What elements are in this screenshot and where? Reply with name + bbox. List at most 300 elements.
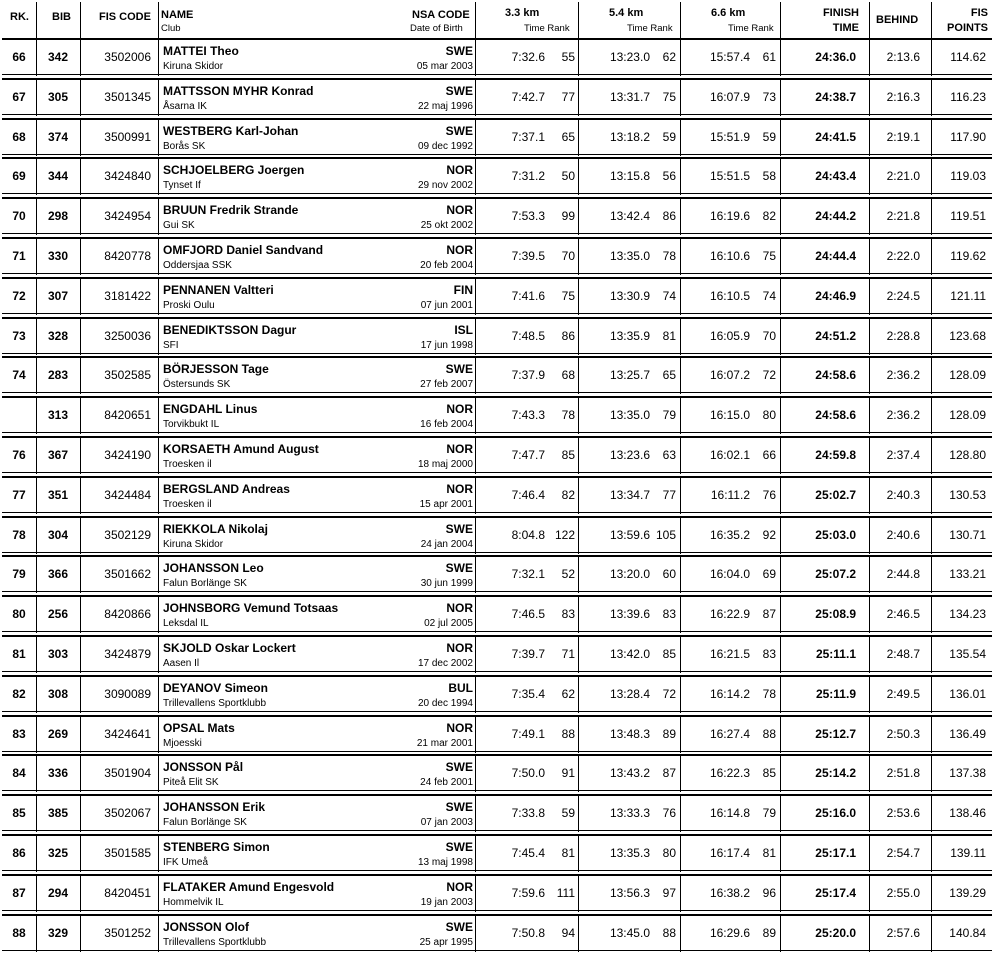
cell-finish-time: 24:43.4 <box>815 169 856 184</box>
cell-split2-time: 13:45.0 <box>609 925 650 940</box>
cell-fis-points: 136.49 <box>949 726 986 741</box>
cell-split2-time: 13:56.3 <box>609 885 650 900</box>
cell-rank: 73 <box>12 328 26 343</box>
table-row <box>2 476 992 513</box>
header-behind: BEHIND <box>876 14 919 26</box>
cell-split1-time: 7:49.1 <box>511 726 545 741</box>
athlete-dob: 13 maj 1998 <box>417 857 473 868</box>
cell-split3-rank: 79 <box>762 806 776 821</box>
athlete-club: Trillevallens Sportklubb <box>163 936 267 948</box>
cell-split1-time: 7:50.0 <box>511 766 545 781</box>
cell-finish-time: 25:14.2 <box>815 766 856 781</box>
cell-finish-time: 25:02.7 <box>815 487 856 502</box>
cell-split1-rank: 55 <box>561 50 575 64</box>
cell-fis-code: 3181422 <box>104 288 151 303</box>
cell-fis-code: 3424840 <box>104 169 151 184</box>
cell-split2-rank: 97 <box>662 885 676 900</box>
cell-split3-rank: 73 <box>762 89 776 104</box>
header-bib: BIB <box>52 11 71 23</box>
cell-split2-time: 13:15.8 <box>609 169 650 184</box>
cell-split2-time: 13:48.3 <box>609 726 650 741</box>
cell-fis-code: 3424879 <box>104 647 151 661</box>
cell-finish-time: 25:11.1 <box>815 647 856 661</box>
cell-split3-time: 16:14.2 <box>709 686 750 701</box>
cell-split1-rank: 78 <box>561 408 575 423</box>
table-row <box>2 715 992 752</box>
cell-bib: 344 <box>47 169 69 184</box>
table-row <box>2 834 992 871</box>
athlete-dob: 02 jul 2005 <box>424 618 473 630</box>
cell-split1-rank: 94 <box>561 925 575 940</box>
cell-rank: 72 <box>12 288 26 303</box>
athlete-nsa-code: ISL <box>454 322 473 337</box>
cell-finish-time: 25:20.0 <box>815 925 856 940</box>
table-row <box>2 436 992 473</box>
cell-rank: 70 <box>12 209 26 224</box>
cell-split2-time: 13:59.6 <box>609 527 650 542</box>
athlete-club: Falun Borlänge SK <box>163 578 247 590</box>
athlete-club: Tynset If <box>163 180 201 192</box>
cell-split3-rank: 69 <box>762 567 776 582</box>
cell-bib: 305 <box>47 89 69 104</box>
cell-split1-rank: 85 <box>561 448 575 462</box>
cell-split1-time: 7:46.5 <box>511 607 545 622</box>
cell-split1-rank: 111 <box>556 885 575 900</box>
cell-fis-code: 3502006 <box>104 50 151 64</box>
cell-fis-points: 119.62 <box>950 249 986 263</box>
cell-split2-rank: 63 <box>662 448 676 462</box>
athlete-name: KORSAETH Amund August <box>163 442 319 456</box>
cell-rank: 71 <box>12 249 26 263</box>
cell-split3-rank: 66 <box>762 448 776 462</box>
cell-split3-time: 16:10.6 <box>709 249 750 263</box>
athlete-name: ENGDAHL Linus <box>163 402 258 417</box>
cell-fis-code: 3502129 <box>104 527 151 542</box>
cell-bib: 329 <box>47 925 69 940</box>
cell-split3-time: 16:29.6 <box>709 925 750 940</box>
athlete-club: Leksdal IL <box>163 618 209 630</box>
cell-split3-rank: 80 <box>762 408 776 423</box>
cell-fis-points: 138.46 <box>949 806 986 821</box>
athlete-club: Kiruna Skidor <box>163 538 224 550</box>
table-header <box>2 2 992 38</box>
athlete-nsa-code: NOR <box>446 879 473 894</box>
cell-bib: 283 <box>47 368 69 383</box>
cell-finish-time: 25:11.9 <box>815 686 856 701</box>
header-finish-1: FINISH <box>822 7 859 19</box>
athlete-name: JONSSON Olof <box>163 919 250 934</box>
cell-rank: 68 <box>12 129 26 144</box>
cell-finish-time: 24:51.2 <box>815 328 856 343</box>
athlete-name: JOHANSSON Leo <box>163 561 264 576</box>
cell-fis-code: 8420651 <box>104 408 151 423</box>
athlete-nsa-code: SWE <box>445 83 473 98</box>
athlete-name: PENNANEN Valtteri <box>163 282 274 297</box>
cell-fis-code: 3502585 <box>104 368 151 383</box>
athlete-nsa-code: NOR <box>446 481 473 496</box>
athlete-name: RIEKKOLA Nikolaj <box>163 521 268 536</box>
cell-split2-rank: 78 <box>662 249 676 263</box>
table-row <box>2 277 992 314</box>
table-row <box>2 754 992 791</box>
cell-split2-time: 13:35.3 <box>609 846 650 860</box>
cell-split1-rank: 99 <box>561 209 575 224</box>
cell-bib: 304 <box>47 527 69 542</box>
athlete-dob: 19 jan 2003 <box>420 896 473 908</box>
athlete-club: Falun Borlänge SK <box>163 817 247 829</box>
cell-bib: 298 <box>47 209 69 224</box>
cell-finish-time: 24:36.0 <box>815 50 856 64</box>
cell-finish-time: 24:46.9 <box>815 288 856 303</box>
cell-split3-time: 16:19.6 <box>709 209 750 224</box>
athlete-nsa-code: NOR <box>446 641 473 655</box>
athlete-name: FLATAKER Amund Engesvold <box>163 879 335 894</box>
cell-behind: 2:44.8 <box>886 567 920 582</box>
cell-split1-time: 7:37.9 <box>511 368 545 383</box>
cell-split2-time: 13:34.7 <box>609 487 650 502</box>
cell-split3-time: 15:57.4 <box>709 50 750 64</box>
cell-behind: 2:57.6 <box>886 925 920 940</box>
athlete-name: OPSAL Mats <box>163 720 235 735</box>
athlete-club: Proski Oulu <box>163 299 215 311</box>
cell-split1-time: 7:46.4 <box>511 487 545 502</box>
athlete-name: JOHANSSON Erik <box>163 800 266 815</box>
header-fis-code: FIS CODE <box>99 11 151 23</box>
athlete-name: STENBERG Simon <box>163 840 270 854</box>
cell-rank: 74 <box>12 368 26 383</box>
cell-split1-rank: 122 <box>554 527 575 542</box>
athlete-nsa-code: NOR <box>446 203 473 218</box>
cell-split1-time: 7:39.5 <box>511 249 545 263</box>
cell-split3-time: 16:05.9 <box>709 328 750 343</box>
cell-split2-rank: 86 <box>662 209 676 224</box>
athlete-nsa-code: NOR <box>446 720 473 735</box>
cell-split3-rank: 88 <box>762 726 776 741</box>
athlete-dob: 05 mar 2003 <box>416 61 473 72</box>
cell-split2-time: 13:35.9 <box>609 328 650 343</box>
cell-split3-time: 16:15.0 <box>709 408 750 423</box>
cell-behind: 2:40.3 <box>886 487 920 502</box>
athlete-club: Torvikbukt IL <box>163 419 220 431</box>
cell-split3-rank: 74 <box>762 288 776 303</box>
cell-split2-time: 13:35.0 <box>609 408 650 423</box>
cell-finish-time: 25:03.0 <box>815 527 856 542</box>
header-dob: Date of Birth <box>410 23 463 34</box>
athlete-nsa-code: SWE <box>445 840 473 854</box>
header-split3: 6.6 km <box>711 7 746 19</box>
cell-split3-rank: 76 <box>762 487 776 502</box>
cell-rank: 84 <box>12 766 26 781</box>
cell-split1-time: 7:33.8 <box>511 806 545 821</box>
cell-fis-points: 117.90 <box>950 129 986 144</box>
cell-split1-rank: 75 <box>561 288 575 303</box>
cell-split2-time: 13:42.0 <box>609 647 650 661</box>
cell-behind: 2:21.0 <box>886 169 920 184</box>
table-row <box>2 635 992 672</box>
cell-fis-points: 130.53 <box>949 487 986 502</box>
cell-fis-code: 8420778 <box>104 249 151 263</box>
cell-fis-points: 139.29 <box>949 885 986 900</box>
table-row <box>2 675 992 712</box>
table-row <box>2 78 992 115</box>
athlete-club: Aasen Il <box>163 658 200 669</box>
table-row <box>2 237 992 274</box>
table-row <box>2 914 992 951</box>
athlete-dob: 27 feb 2007 <box>420 379 473 391</box>
athlete-nsa-code: FIN <box>453 282 473 297</box>
cell-split3-time: 15:51.5 <box>709 169 750 184</box>
cell-split1-time: 7:45.4 <box>511 846 545 860</box>
cell-split2-time: 13:43.2 <box>609 766 650 781</box>
cell-split2-time: 13:18.2 <box>609 129 650 144</box>
cell-split2-rank: 76 <box>662 806 676 821</box>
header-split1: 3.3 km <box>505 7 540 19</box>
cell-finish-time: 25:16.0 <box>815 806 856 821</box>
cell-split1-time: 7:47.7 <box>511 448 545 462</box>
cell-split3-time: 16:17.4 <box>709 846 750 860</box>
cell-rank: 81 <box>12 647 26 661</box>
athlete-dob: 17 dec 2002 <box>417 658 473 669</box>
cell-split1-time: 7:32.6 <box>511 50 545 64</box>
cell-fis-code: 8420451 <box>104 885 151 900</box>
athlete-club: Piteå Elit SK <box>163 777 219 789</box>
cell-split1-rank: 59 <box>561 806 575 821</box>
cell-rank: 83 <box>12 726 26 741</box>
athlete-club: Oddersjaa SSK <box>163 260 232 271</box>
cell-split3-rank: 75 <box>762 249 776 263</box>
cell-split3-time: 16:10.5 <box>709 288 750 303</box>
cell-split3-rank: 96 <box>762 885 776 900</box>
athlete-dob: 29 nov 2002 <box>417 180 473 192</box>
cell-bib: 294 <box>47 885 69 900</box>
cell-fis-points: 140.84 <box>949 925 986 940</box>
cell-split1-time: 7:39.7 <box>511 647 545 661</box>
cell-fis-code: 3424954 <box>104 209 151 224</box>
athlete-nsa-code: SWE <box>445 919 473 934</box>
athlete-nsa-code: NOR <box>446 442 473 456</box>
cell-behind: 2:37.4 <box>886 448 920 462</box>
cell-split2-rank: 60 <box>662 567 676 582</box>
cell-split3-rank: 72 <box>762 368 776 383</box>
cell-split3-rank: 85 <box>762 766 776 781</box>
cell-split3-rank: 59 <box>762 129 776 144</box>
cell-split1-rank: 62 <box>561 686 575 701</box>
cell-bib: 330 <box>47 249 69 263</box>
athlete-dob: 24 feb 2001 <box>420 777 473 789</box>
cell-bib: 342 <box>47 50 69 64</box>
cell-fis-points: 116.23 <box>950 89 986 104</box>
cell-split2-rank: 74 <box>662 288 676 303</box>
header-finish-2: TIME <box>832 22 859 34</box>
cell-finish-time: 24:38.7 <box>815 89 856 104</box>
header-fis-2: POINTS <box>947 22 988 34</box>
cell-fis-points: 136.01 <box>949 686 986 701</box>
cell-finish-time: 24:44.4 <box>815 249 856 263</box>
cell-split3-time: 16:04.0 <box>709 567 750 582</box>
cell-split3-time: 15:51.9 <box>709 129 750 144</box>
cell-behind: 2:21.8 <box>886 209 920 224</box>
athlete-dob: 09 dec 1992 <box>417 140 473 152</box>
header-club: Club <box>161 23 181 34</box>
athlete-name: BÖRJESSON Tage <box>163 362 269 377</box>
cell-fis-points: 119.03 <box>950 169 986 184</box>
athlete-nsa-code: SWE <box>445 521 473 536</box>
athlete-nsa-code: SWE <box>445 760 473 775</box>
cell-split3-time: 16:35.2 <box>709 527 750 542</box>
athlete-club: Kiruna Skidor <box>163 61 224 72</box>
cell-bib: 366 <box>47 567 69 582</box>
cell-split2-time: 13:30.9 <box>609 288 650 303</box>
cell-bib: 336 <box>47 766 69 781</box>
cell-fis-code: 3500991 <box>104 129 151 144</box>
cell-rank: 82 <box>12 686 26 701</box>
cell-bib: 307 <box>47 288 69 303</box>
cell-fis-code: 3501585 <box>104 846 151 860</box>
athlete-name: SCHJOELBERG Joergen <box>163 163 305 178</box>
table-row <box>2 555 992 592</box>
cell-rank: 69 <box>12 169 26 184</box>
header-fis-1: FIS <box>970 7 988 19</box>
cell-fis-code: 3501252 <box>104 925 151 940</box>
cell-fis-code: 3424484 <box>104 487 151 502</box>
athlete-dob: 25 okt 2002 <box>420 220 473 232</box>
cell-behind: 2:51.8 <box>886 766 920 781</box>
cell-split3-time: 16:07.9 <box>709 89 750 104</box>
cell-behind: 2:50.3 <box>886 726 920 741</box>
table-row <box>2 38 992 75</box>
cell-split2-rank: 81 <box>662 328 676 343</box>
header-name: NAME <box>161 9 194 21</box>
athlete-dob: 18 maj 2000 <box>417 459 473 470</box>
cell-split1-time: 7:42.7 <box>511 89 545 104</box>
athlete-name: BERGSLAND Andreas <box>163 481 290 496</box>
cell-split2-rank: 85 <box>662 647 676 661</box>
athlete-nsa-code: NOR <box>446 163 473 178</box>
cell-fis-points: 123.68 <box>949 328 986 343</box>
cell-finish-time: 25:08.9 <box>815 607 856 622</box>
cell-split3-rank: 61 <box>762 50 776 64</box>
cell-finish-time: 24:41.5 <box>815 129 856 144</box>
cell-split3-time: 16:14.8 <box>709 806 750 821</box>
athlete-nsa-code: NOR <box>446 243 473 257</box>
cell-split2-rank: 83 <box>662 607 676 622</box>
cell-split1-rank: 91 <box>561 766 575 781</box>
cell-fis-code: 3250036 <box>104 328 151 343</box>
cell-behind: 2:13.6 <box>886 50 920 64</box>
cell-split1-time: 8:04.8 <box>511 527 545 542</box>
cell-fis-points: 128.09 <box>949 408 986 423</box>
cell-behind: 2:53.6 <box>886 806 920 821</box>
cell-bib: 325 <box>47 846 69 860</box>
cell-fis-points: 139.11 <box>950 846 986 860</box>
cell-rank: 78 <box>12 527 26 542</box>
athlete-name: SKJOLD Oskar Lockert <box>163 641 296 655</box>
cell-split2-rank: 88 <box>662 925 676 940</box>
table-row <box>2 874 992 911</box>
cell-fis-points: 134.23 <box>949 607 986 622</box>
cell-fis-points: 130.71 <box>949 527 986 542</box>
cell-split1-rank: 82 <box>561 487 575 502</box>
cell-fis-code: 3424641 <box>104 726 151 741</box>
cell-bib: 256 <box>47 607 69 622</box>
cell-rank: 79 <box>12 567 26 582</box>
cell-split1-rank: 77 <box>561 89 575 104</box>
athlete-dob: 07 jun 2001 <box>420 299 473 311</box>
header-split2: 5.4 km <box>609 7 644 19</box>
cell-split3-rank: 81 <box>762 846 776 860</box>
cell-split3-rank: 78 <box>762 686 776 701</box>
cell-behind: 2:54.7 <box>886 846 920 860</box>
cell-rank: 66 <box>12 50 26 64</box>
cell-split2-time: 13:31.7 <box>609 89 650 104</box>
cell-split1-time: 7:41.6 <box>511 288 545 303</box>
athlete-club: Åsarna IK <box>163 100 207 112</box>
cell-behind: 2:46.5 <box>886 607 920 622</box>
cell-split1-rank: 71 <box>561 647 575 661</box>
header-time-rank-2: Time Rank <box>627 23 673 34</box>
cell-split1-time: 7:37.1 <box>511 129 545 144</box>
cell-behind: 2:16.3 <box>886 89 920 104</box>
cell-split1-rank: 52 <box>561 567 575 582</box>
cell-fis-code: 3501904 <box>104 766 151 781</box>
table-row <box>2 197 992 234</box>
athlete-name: MATTSSON MYHR Konrad <box>163 83 314 98</box>
athlete-nsa-code: NOR <box>446 402 473 417</box>
header-time-rank-3: Time Rank <box>728 23 774 34</box>
cell-split2-rank: 72 <box>662 686 676 701</box>
cell-split3-rank: 87 <box>762 607 776 622</box>
athlete-dob: 25 apr 1995 <box>419 936 473 948</box>
cell-fis-code: 3424190 <box>104 448 151 462</box>
athlete-nsa-code: SWE <box>445 362 473 377</box>
athlete-club: Troesken il <box>163 498 212 510</box>
athlete-name: OMFJORD Daniel Sandvand <box>163 243 324 257</box>
cell-split2-rank: 89 <box>662 726 676 741</box>
cell-split2-time: 13:23.6 <box>609 448 650 462</box>
cell-finish-time: 24:59.8 <box>815 448 856 462</box>
cell-split2-rank: 87 <box>662 766 676 781</box>
cell-fis-code: 8420866 <box>104 607 151 622</box>
athlete-nsa-code: SWE <box>445 800 473 815</box>
cell-split3-time: 16:21.5 <box>709 647 750 661</box>
cell-rank: 85 <box>12 806 26 821</box>
athlete-dob: 20 feb 2004 <box>420 260 473 271</box>
cell-fis-code: 3501662 <box>104 567 151 582</box>
cell-bib: 328 <box>47 328 69 343</box>
cell-finish-time: 24:58.6 <box>815 408 856 423</box>
cell-rank: 80 <box>12 607 26 622</box>
cell-rank: 67 <box>12 89 26 104</box>
table-row <box>2 157 992 194</box>
cell-split1-rank: 88 <box>561 726 575 741</box>
cell-split2-rank: 80 <box>662 846 676 860</box>
cell-rank <box>2 398 36 433</box>
athlete-nsa-code: SWE <box>445 44 473 58</box>
cell-fis-points: 137.38 <box>949 766 986 781</box>
cell-behind: 2:36.2 <box>886 368 920 383</box>
athlete-dob: 16 feb 2004 <box>420 419 473 431</box>
cell-split2-rank: 77 <box>662 487 676 502</box>
cell-split3-rank: 58 <box>762 169 776 184</box>
cell-split3-time: 16:07.2 <box>709 368 750 383</box>
athlete-name: BRUUN Fredrik Strande <box>163 203 299 218</box>
cell-split2-time: 13:25.7 <box>609 368 650 383</box>
cell-fis-points: 133.21 <box>949 567 986 582</box>
cell-fis-code: 3501345 <box>104 89 151 104</box>
athlete-club: Östersunds SK <box>163 379 231 391</box>
athlete-name: BENEDIKTSSON Dagur <box>163 322 297 337</box>
header-nsa-code: NSA CODE <box>412 9 470 21</box>
